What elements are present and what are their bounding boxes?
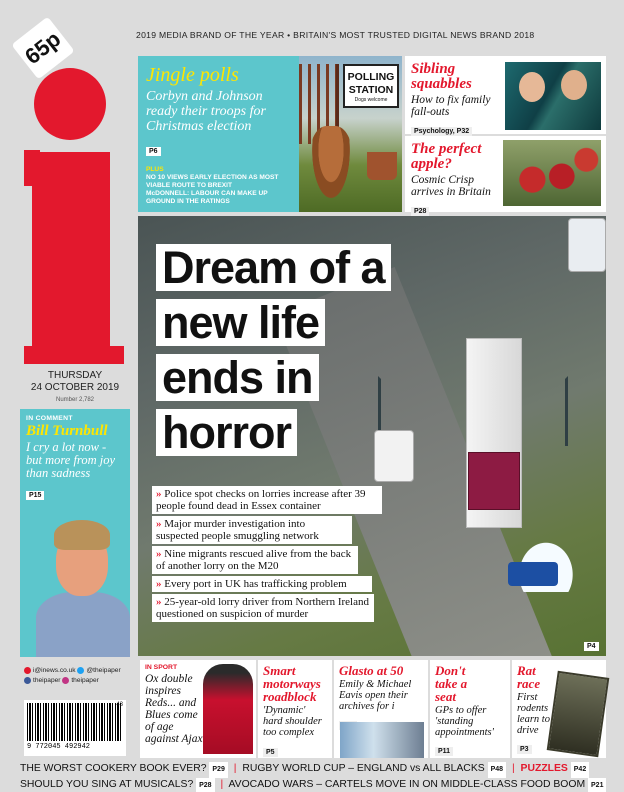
- motorway-text: 'Dynamic' hard shoulder too complex: [263, 705, 322, 738]
- bill-turnbull-portrait: [36, 520, 130, 657]
- rat-car-photo: [547, 671, 610, 757]
- comment-label: IN COMMENT: [26, 415, 73, 422]
- polling-sign-small: Dogs welcome: [354, 97, 388, 103]
- apple-subtitle: Cosmic Crisp arrives in Britain: [411, 174, 491, 198]
- comment-page: P15: [26, 491, 44, 500]
- headline-line-1: Dream of a: [156, 244, 391, 291]
- lead-headline[interactable]: [156, 244, 406, 464]
- issue-number: Number 2,782: [55, 397, 95, 403]
- motorway-title: Smart motorways roadblock: [263, 663, 321, 704]
- barcode-digits: 9 772045 492942: [27, 743, 91, 751]
- barcode-issue: 43: [116, 702, 123, 708]
- jingle-title: Jingle polls: [146, 64, 239, 86]
- teaser-musicals-page: P28: [196, 778, 214, 792]
- flower-pot: [367, 152, 397, 180]
- plus-label: PLUS: [146, 166, 164, 173]
- date: 24 OCTOBER 2019: [30, 382, 120, 393]
- logo-base: [24, 346, 124, 364]
- twitter-icon: [77, 667, 84, 674]
- eavis-photo: [340, 722, 424, 758]
- polling-sign: [343, 64, 399, 108]
- seat-text: GPs to offer 'standing appointments': [435, 705, 494, 738]
- footballer-photo: [203, 664, 253, 754]
- social-links: i@inews.co.uk @theipaper theipaper theipaper: [24, 666, 134, 686]
- barcode: [24, 700, 126, 756]
- seat-panel[interactable]: [430, 660, 510, 758]
- tagline: 2019 MEDIA BRAND OF THE YEAR • BRITAIN'S MOST TRUSTED DIGITAL NEWS BRAND 2018: [136, 30, 535, 40]
- bullet-4: » Every port in UK has trafficking problem: [152, 576, 372, 592]
- jingle-polls-panel[interactable]: [138, 56, 299, 212]
- teaser-musicals[interactable]: SHOULD YOU SING AT MUSICALS?: [20, 779, 194, 790]
- seat-page: P11: [435, 747, 453, 756]
- sibling-title: Sibling squabbles: [411, 61, 472, 92]
- teaser-line-2: SHOULD YOU SING AT MUSICALS? P28 | AVOCADO WARS – CARTELS MOVE IN ON MIDDLE-CLASS FOOD BOOM P21: [20, 778, 606, 792]
- comment-text: I cry a lot now - but more from joy than sadness: [26, 440, 115, 480]
- bullet-3: » Nine migrants rescued alive from the back of another lorry on the M20: [152, 546, 358, 574]
- jingle-subtitle: Corbyn and Johnson ready their troops for Christmas election: [146, 89, 266, 134]
- rat-title: Rat race: [517, 663, 541, 691]
- sibling-page: Psychology, P32: [411, 127, 472, 136]
- lead-page: P4: [584, 642, 599, 651]
- day: THURSDAY: [47, 370, 103, 381]
- seat-title: Don't take a seat: [435, 663, 468, 704]
- sisters-photo: [505, 62, 601, 130]
- teaser-rugby[interactable]: RUGBY WORLD CUP – ENGLAND vs ALL BLACKS: [242, 763, 485, 774]
- teaser-puzzles[interactable]: PUZZLES: [520, 763, 568, 774]
- apple-title: The perfect apple?: [411, 141, 482, 172]
- instagram-icon: [62, 677, 69, 684]
- police-van: [568, 218, 606, 272]
- bullet-2: » Major murder investigation into suspected people smuggling network: [152, 516, 352, 544]
- price-badge: 65p: [11, 17, 74, 80]
- teaser-cookery[interactable]: THE WORST COOKERY BOOK EVER?: [20, 763, 207, 774]
- logo-dot: [34, 68, 106, 140]
- plus-line-2: McDONNELL: LABOUR CAN MAKE UP GROUND IN THE RATINGS: [146, 190, 268, 205]
- teaser-avocado[interactable]: AVOCADO WARS – CARTELS MOVE IN ON MIDDLE-CLASS FOOD BOOM: [228, 779, 586, 790]
- teaser-avocado-page: P21: [588, 778, 606, 792]
- apple-page: P28: [411, 207, 429, 216]
- plus-line-1: NO 10 VIEWS EARLY ELECTION AS MOST VIABLE ROUTE TO BREXIT: [146, 174, 279, 189]
- comment-author: Bill Turnbull: [26, 423, 108, 439]
- glasto-title: Glasto at 50: [339, 663, 404, 678]
- dog-figure: [309, 126, 353, 206]
- headline-line-3: ends in: [156, 354, 319, 401]
- tent-base: [508, 562, 558, 586]
- polling-sign-text: POLLING STATION: [347, 71, 395, 96]
- teaser-strip: [20, 762, 606, 792]
- sport-label: IN SPORT: [145, 664, 178, 671]
- teaser-line-1: THE WORST COOKERY BOOK EVER? P29 | RUGBY WORLD CUP – ENGLAND vs ALL BLACKS P48 | PUZZLES P42: [20, 762, 606, 778]
- email-icon: [24, 667, 31, 674]
- jingle-plus: [146, 166, 291, 206]
- headline-line-2: new life: [156, 299, 325, 346]
- polling-station-photo: [299, 56, 402, 212]
- motorway-panel[interactable]: [258, 660, 332, 758]
- teaser-puzzles-page: P42: [571, 762, 589, 778]
- jingle-page: P6: [146, 147, 161, 156]
- lorry-cab: [468, 452, 520, 510]
- motorway-page: P5: [263, 748, 278, 757]
- sibling-subtitle: How to fix family fall-outs: [411, 94, 491, 118]
- teaser-cookery-page: P29: [209, 762, 227, 778]
- glasto-text: Emily & Michael Eavis open their archives for i: [339, 679, 412, 712]
- barcode-bars: [27, 703, 123, 741]
- bullet-1: » Police spot checks on lorries increase after 39 people found dead in Essex container: [152, 486, 382, 514]
- date-block: [20, 370, 130, 406]
- teaser-rugby-page: P48: [488, 762, 506, 778]
- sport-text: Ox double inspires Reds... and Blues come of age against Ajax: [145, 673, 203, 745]
- facebook-icon: [24, 677, 31, 684]
- rat-page: P3: [517, 745, 532, 754]
- headline-line-4: horror: [156, 409, 297, 456]
- logo-stem: [32, 152, 110, 362]
- apples-photo: [503, 140, 601, 206]
- bullet-5: » 25-year-old lorry driver from Northern Ireland questioned on suspicion of murder: [152, 594, 374, 622]
- rat-text: First rodents learn to drive: [517, 692, 550, 736]
